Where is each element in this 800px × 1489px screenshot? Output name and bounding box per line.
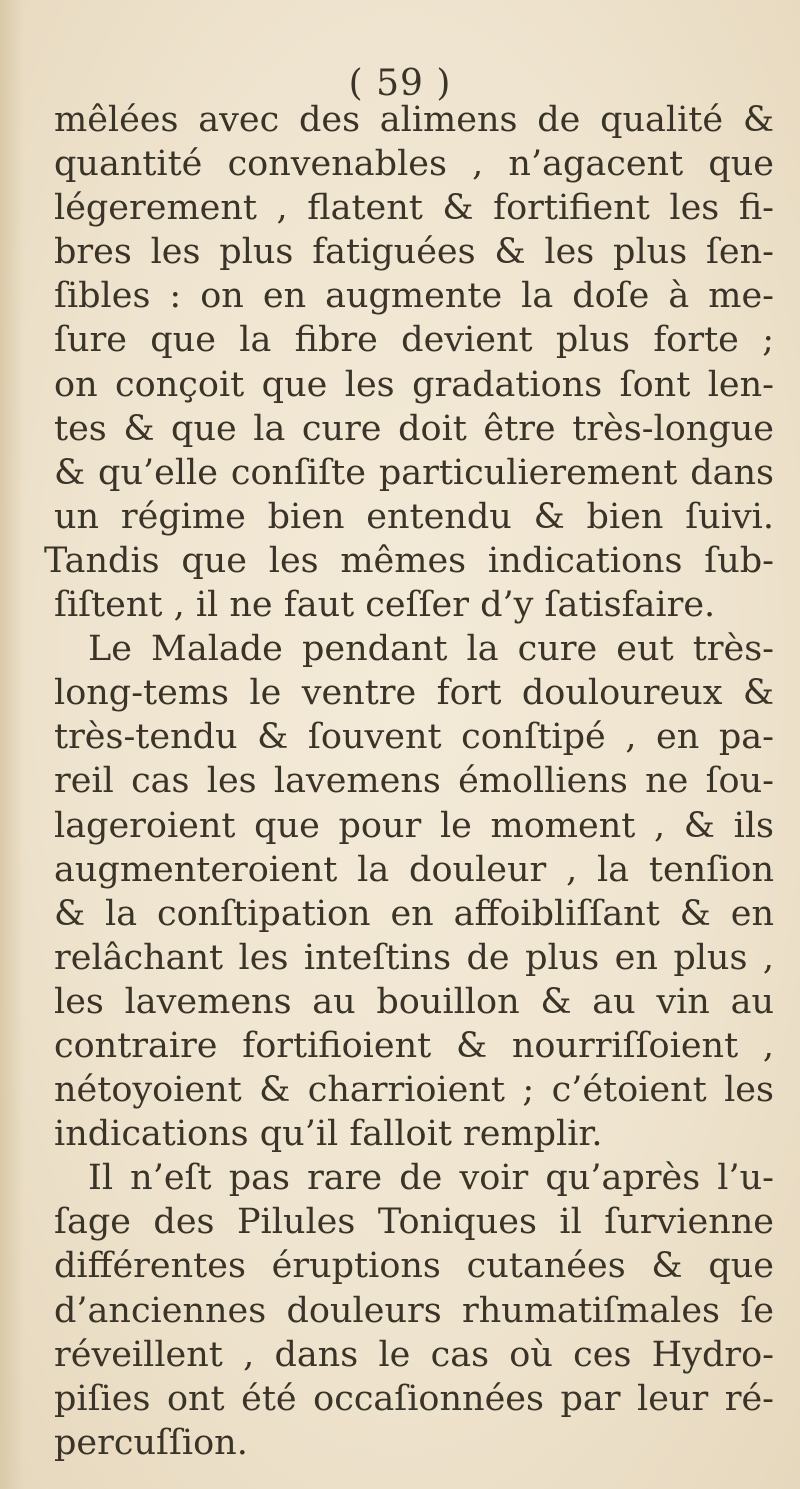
text-line-18: augmenteroient la douleur , la tenſion [54, 849, 774, 890]
text-line-16: reil cas les lavemens émolliens ne ſou- [54, 761, 774, 802]
text-line-11: Tandis que les mêmes indications ſub- [44, 540, 774, 581]
text-line-27: différentes éruptions cutanées & que [54, 1246, 774, 1287]
text-line-28: d’anciennes douleurs rhumatiſmales ſe [54, 1290, 774, 1331]
text-line-31: percuſſion. [54, 1422, 248, 1463]
text-line-19: & la conſtipation en affoibliſſant & en [54, 893, 774, 934]
text-line-17: lageroient que pour le moment , & ils [54, 805, 774, 846]
text-line-22: contraire fortifioient & nourriſſoient , [54, 1025, 774, 1066]
page-number: ( 59 ) [348, 63, 452, 104]
text-line-3: légerement , flatent & fortifient les fi- [54, 188, 774, 229]
text-line-10: un régime bien entendu & bien ſuivi. [54, 496, 774, 537]
text-line-14: long-tems le ventre fort douloureux & [54, 673, 774, 714]
text-line-15: très-tendu & ſouvent conſtipé , en pa- [54, 717, 774, 758]
text-line-1: mêlées avec des alimens de qualité & [54, 100, 774, 140]
text-line-7: on conçoit que les gradations ſont len- [54, 364, 774, 405]
text-line-20: relâchant les inteſtins de plus en plus , [54, 937, 774, 978]
text-line-9: & qu’elle conſiſte particulierement dans [54, 452, 774, 493]
text-line-6: ſure que la fibre devient plus forte ; [54, 320, 774, 361]
text-line-4: bres les plus fatiguées & les plus ſen- [54, 232, 774, 273]
text-line-29: réveillent , dans le cas où ces Hydro- [54, 1334, 774, 1375]
body-text [44, 98, 774, 1465]
text-line-23: nétoyoient & charrioient ; c’étoient les [54, 1070, 774, 1111]
text-line-24: indications qu’il falloit remplir. [54, 1114, 603, 1155]
text-line-21: les lavemens au bouillon & au vin au [54, 981, 774, 1022]
text-line-26: ſage des Pilules Toniques il ſurvienne [54, 1202, 774, 1243]
text-line-25: Il n’eſt pas rare de voir qu’après l’u- [88, 1158, 774, 1199]
text-line-5: ſibles : on en augmente la doſe à me- [54, 276, 774, 317]
text-line-8: tes & que la cure doit être très-longue [54, 408, 774, 449]
text-line-12: ſiſtent , il ne faut ceſſer d’y ſatisfaire. [54, 585, 716, 626]
text-line-13: Le Malade pendant la cure eut très- [88, 629, 774, 670]
text-line-2: quantité convenables , n’agacent que [54, 144, 774, 185]
text-line-30: piſies ont été occaſionnées par leur ré- [54, 1378, 774, 1419]
